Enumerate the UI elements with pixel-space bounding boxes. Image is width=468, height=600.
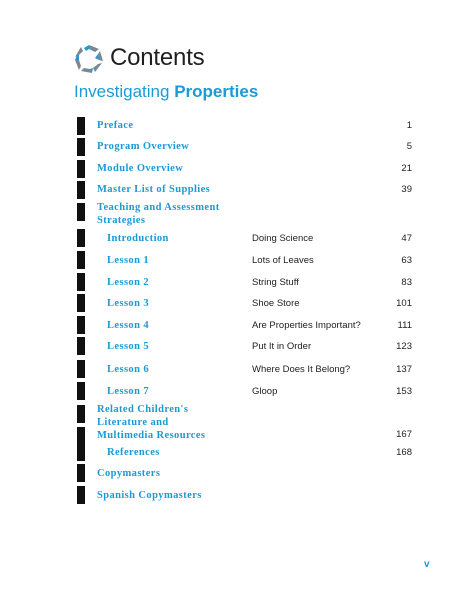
lesson-title: Lots of Leaves [252, 255, 314, 266]
toc-entry-label[interactable]: Introduction [107, 233, 169, 244]
page-number: v [424, 559, 430, 570]
toc-bullet-bar [77, 181, 85, 199]
toc-bullet-bar [77, 251, 85, 269]
page-title: Contents [110, 44, 205, 71]
lesson-title: Gloop [252, 386, 278, 397]
toc-bullet-bar [77, 405, 85, 423]
toc-entry-label[interactable]: Copymasters [97, 468, 161, 479]
toc-entry-label[interactable]: Lesson 6 [107, 364, 150, 375]
toc-page-number: 1 [406, 120, 412, 131]
toc-page-number: 83 [401, 277, 412, 288]
toc-page-number: 168 [396, 447, 412, 458]
toc-bullet-bar [77, 486, 85, 504]
toc-bullet-bar [77, 160, 85, 178]
toc-entry-label[interactable]: Lesson 1 [107, 255, 150, 266]
toc-bullet-bar [77, 273, 85, 291]
toc-page-number: 47 [401, 233, 412, 244]
toc-entry-label[interactable]: Spanish Copymasters [97, 490, 202, 501]
toc-entry-label[interactable]: Lesson 4 [107, 320, 150, 331]
toc-entry-label[interactable]: Teaching and Assessment Strategies [97, 202, 220, 226]
toc-bullet-bar [77, 382, 85, 400]
toc-bullet-bar [77, 294, 85, 312]
toc-page-number: 153 [396, 386, 412, 397]
toc-bullet-bar [77, 443, 85, 461]
toc-entry-label[interactable]: References [107, 447, 160, 458]
toc-page-number: 101 [396, 298, 412, 309]
toc-entry-label[interactable]: Lesson 7 [107, 386, 150, 397]
toc-page-number: 123 [396, 341, 412, 352]
toc-entry-label[interactable]: Preface [97, 120, 134, 131]
toc-entry-label[interactable]: Lesson 2 [107, 277, 150, 288]
toc-bullet-bar [77, 117, 85, 135]
toc-bullet-bar [77, 203, 85, 221]
lesson-title: Put It in Order [252, 341, 312, 352]
toc-bullet-bar [77, 360, 85, 378]
toc-page-number: 63 [401, 255, 412, 266]
toc-bullet-bar [77, 464, 85, 482]
lesson-title: Doing Science [252, 233, 314, 244]
toc-page-number: 5 [406, 141, 412, 152]
toc-entry-label[interactable]: Master List of Supplies [97, 184, 211, 195]
toc-entry-label[interactable]: Lesson 5 [107, 341, 150, 352]
toc-entry-label[interactable]: Program Overview [97, 141, 190, 152]
toc-page-number: 111 [397, 320, 412, 331]
toc-page-number: 39 [401, 184, 412, 195]
toc-entry-label[interactable]: Module Overview [97, 163, 184, 174]
toc-page-number: 137 [396, 364, 412, 375]
lesson-title: Are Properties Important? [252, 320, 361, 331]
toc-entry-label[interactable]: Related Children's Literature and Multimedia Resources [97, 404, 206, 441]
toc-bullet-bar [77, 229, 85, 247]
toc-page-number: 21 [401, 163, 412, 174]
lesson-title: Where Does It Belong? [252, 364, 351, 375]
toc-entry-label[interactable]: Lesson 3 [107, 298, 150, 309]
toc-bullet-bar [77, 138, 85, 156]
toc-page-number: 167 [396, 429, 412, 440]
module-title-bold: Properties [174, 82, 259, 101]
module-title-light: Investigating [74, 82, 170, 101]
lesson-title: String Stuff [252, 277, 299, 288]
toc-bullet-bar [77, 316, 85, 334]
toc-bullet-bar [77, 337, 85, 355]
lesson-title: Shoe Store [252, 298, 300, 309]
